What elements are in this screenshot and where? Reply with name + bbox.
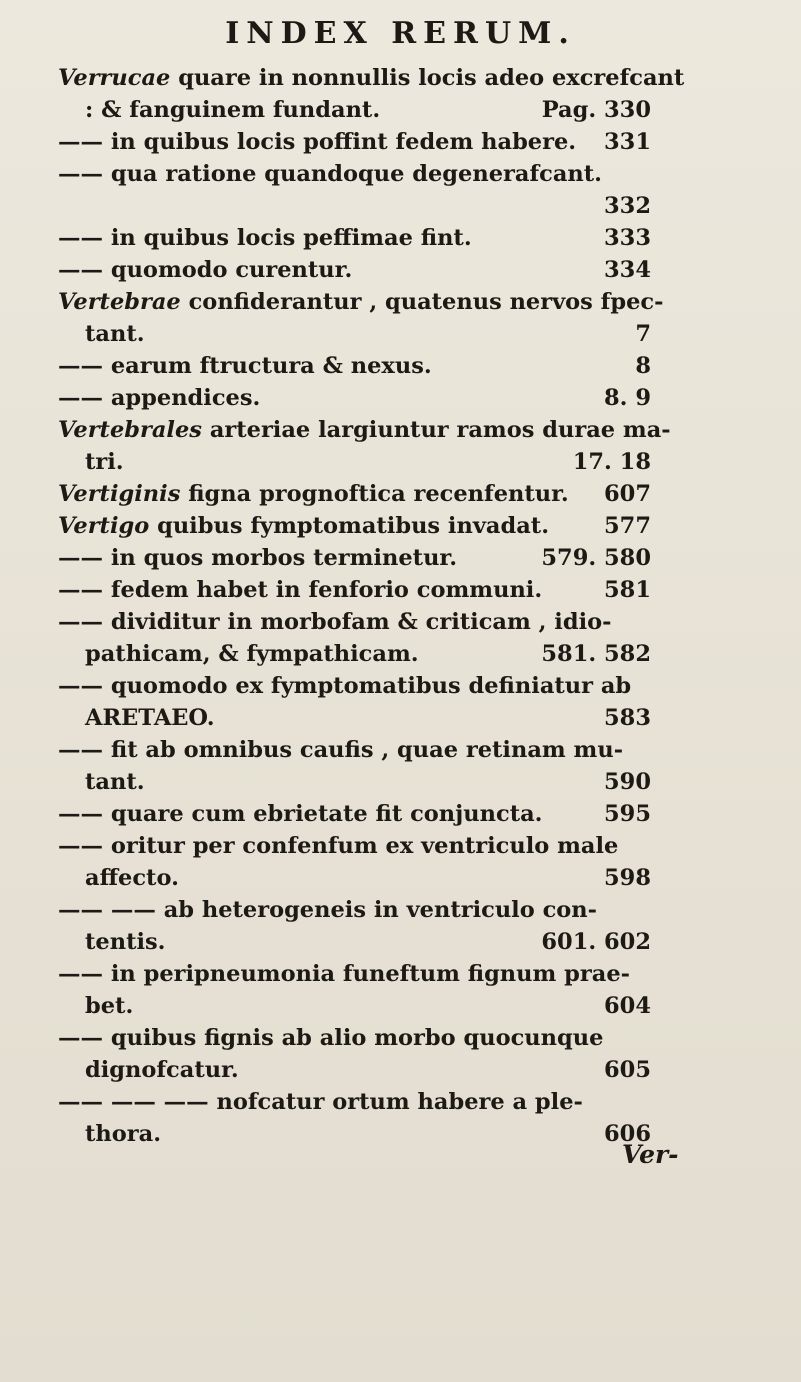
index-line bbox=[0, 702, 801, 734]
page-reference: 581 bbox=[604, 577, 651, 603]
page-reference: 334 bbox=[604, 257, 651, 283]
index-line-text bbox=[58, 510, 549, 542]
repeat-dash: —— bbox=[58, 161, 103, 187]
index-line bbox=[0, 542, 801, 574]
index-text: thora. bbox=[85, 1121, 162, 1147]
index-line-text bbox=[58, 286, 663, 318]
page-reference: 332 bbox=[604, 193, 651, 219]
index-line bbox=[0, 734, 801, 766]
index-text: in quos morbos terminetur. bbox=[110, 545, 458, 571]
index-text: ab heterogeneis in ventriculo con- bbox=[163, 897, 597, 923]
repeat-dash: —— bbox=[58, 577, 103, 603]
page-reference: 8. 9 bbox=[604, 385, 651, 411]
index-line-text bbox=[58, 894, 597, 926]
page-reference: 581. 582 bbox=[541, 641, 651, 667]
index-text: ARETAEO. bbox=[85, 705, 215, 731]
index-line bbox=[0, 670, 801, 702]
index-line bbox=[0, 862, 801, 894]
repeat-dash: —— —— —— bbox=[58, 1089, 209, 1115]
index-line-text bbox=[58, 798, 543, 830]
index-line bbox=[0, 62, 801, 94]
index-line bbox=[0, 286, 801, 318]
index-text: dignofcatur. bbox=[85, 1057, 239, 1083]
index-line bbox=[0, 990, 801, 1022]
index-line bbox=[0, 126, 801, 158]
index-line-text bbox=[85, 1054, 239, 1086]
index-line-text bbox=[58, 574, 542, 606]
repeat-dash: —— bbox=[58, 961, 103, 987]
index-line-text bbox=[85, 862, 179, 894]
index-text: : & fanguinem fundant. bbox=[85, 97, 381, 123]
index-text: quibus fymptomatibus invadat. bbox=[157, 513, 550, 539]
page-reference: 607 bbox=[604, 481, 651, 507]
index-line bbox=[0, 510, 801, 542]
index-line bbox=[0, 222, 801, 254]
index-line bbox=[0, 766, 801, 798]
index-headword: Vertigo bbox=[58, 513, 150, 539]
index-line-text bbox=[58, 1022, 603, 1054]
repeat-dash: —— bbox=[58, 609, 103, 635]
index-line bbox=[0, 190, 801, 222]
page-reference: 604 bbox=[604, 993, 651, 1019]
index-line bbox=[0, 606, 801, 638]
index-line bbox=[0, 1022, 801, 1054]
index-line bbox=[0, 798, 801, 830]
index-text: quomodo ex fymptomatibus definiatur ab bbox=[110, 673, 632, 699]
index-text: figna prognoftica recenfentur. bbox=[188, 481, 569, 507]
page-reference: 7 bbox=[635, 321, 651, 347]
index-line bbox=[0, 94, 801, 126]
index-text: quare in nonnullis locis adeo excrefcant bbox=[178, 65, 685, 91]
repeat-dash: —— bbox=[58, 801, 103, 827]
index-line-text bbox=[58, 254, 352, 286]
index-line-text bbox=[58, 606, 611, 638]
index-text: bet. bbox=[85, 993, 134, 1019]
index-text: earum ftructura & nexus. bbox=[110, 353, 432, 379]
index-entries bbox=[0, 62, 801, 1150]
repeat-dash: —— bbox=[58, 737, 103, 763]
index-text: tri. bbox=[85, 449, 124, 475]
index-line-text bbox=[58, 478, 569, 510]
index-text: tant. bbox=[85, 769, 145, 795]
index-line-text bbox=[85, 638, 419, 670]
index-line-text bbox=[85, 766, 145, 798]
index-line-text bbox=[58, 734, 623, 766]
repeat-dash: —— bbox=[58, 833, 103, 859]
index-line-text bbox=[85, 446, 124, 478]
page-reference: 601. 602 bbox=[541, 929, 651, 955]
index-line-text bbox=[58, 350, 432, 382]
index-line-text bbox=[85, 318, 145, 350]
page-reference: 598 bbox=[604, 865, 651, 891]
index-headword: Vertebrales bbox=[58, 417, 202, 443]
index-line-text bbox=[58, 670, 631, 702]
page-reference: 595 bbox=[604, 801, 651, 827]
index-line-text bbox=[85, 926, 166, 958]
index-line bbox=[0, 446, 801, 478]
index-line-text bbox=[58, 126, 576, 158]
index-line-text bbox=[85, 94, 380, 126]
index-line bbox=[0, 478, 801, 510]
index-line-text bbox=[58, 542, 457, 574]
index-text: appendices. bbox=[110, 385, 261, 411]
index-headword: Vertebrae bbox=[58, 289, 181, 315]
repeat-dash: —— bbox=[58, 353, 103, 379]
index-line-text bbox=[85, 702, 215, 734]
index-text: quare cum ebrietate fit conjuncta. bbox=[110, 801, 543, 827]
page-reference: 333 bbox=[604, 225, 651, 251]
page-reference: 590 bbox=[604, 769, 651, 795]
page-reference: Pag. 330 bbox=[541, 97, 651, 123]
index-line bbox=[0, 638, 801, 670]
index-line bbox=[0, 958, 801, 990]
repeat-dash: —— bbox=[58, 129, 103, 155]
index-text: fedem habet in fenforio communi. bbox=[110, 577, 543, 603]
catchword: Ver- bbox=[622, 1140, 679, 1169]
index-text: in quibus locis poffint fedem habere. bbox=[110, 129, 577, 155]
index-line bbox=[0, 1118, 801, 1150]
index-line-text bbox=[85, 1118, 161, 1150]
index-text: tant. bbox=[85, 321, 145, 347]
index-text: tentis. bbox=[85, 929, 166, 955]
index-text: fit ab omnibus caufis , quae retinam mu- bbox=[110, 737, 624, 763]
page-reference: 605 bbox=[604, 1057, 651, 1083]
page-reference: 579. 580 bbox=[541, 545, 651, 571]
repeat-dash: —— bbox=[58, 225, 103, 251]
index-text: in peripneumonia funeftum fignum prae- bbox=[110, 961, 630, 987]
index-line-text bbox=[58, 830, 618, 862]
index-line-text bbox=[58, 62, 684, 94]
index-text: pathicam, & fympathicam. bbox=[85, 641, 419, 667]
index-text: affecto. bbox=[85, 865, 179, 891]
index-line bbox=[0, 158, 801, 190]
index-line bbox=[0, 414, 801, 446]
index-line-text bbox=[58, 414, 671, 446]
index-line bbox=[0, 254, 801, 286]
index-line bbox=[0, 830, 801, 862]
index-text: qua ratione quandoque degenerafcant. bbox=[110, 161, 602, 187]
index-line bbox=[0, 574, 801, 606]
repeat-dash: —— bbox=[58, 673, 103, 699]
repeat-dash: —— bbox=[58, 385, 103, 411]
repeat-dash: —— bbox=[58, 545, 103, 571]
index-text: quibus fignis ab alio morbo quocunque bbox=[110, 1025, 604, 1051]
index-line-text bbox=[58, 958, 630, 990]
index-line-text bbox=[58, 1086, 583, 1118]
page-header: INDEX RERUM. bbox=[225, 16, 576, 51]
index-line-text bbox=[58, 382, 260, 414]
index-text: arteriae largiuntur ramos durae ma- bbox=[209, 417, 671, 443]
repeat-dash: —— bbox=[58, 257, 103, 283]
page-reference: 577 bbox=[604, 513, 651, 539]
index-line-text bbox=[58, 222, 472, 254]
page-reference: 331 bbox=[604, 129, 651, 155]
index-headword: Verrucae bbox=[58, 65, 171, 91]
index-headword: Vertiginis bbox=[58, 481, 181, 507]
page-reference: 17. 18 bbox=[572, 449, 651, 475]
repeat-dash: —— —— bbox=[58, 897, 156, 923]
index-line-text bbox=[85, 990, 133, 1022]
index-text: confiderantur , quatenus nervos fpec- bbox=[188, 289, 664, 315]
index-text: dividitur in morbofam & criticam , idio- bbox=[110, 609, 612, 635]
index-line bbox=[0, 926, 801, 958]
index-text: in quibus locis peffimae fint. bbox=[110, 225, 472, 251]
page-reference: 606 bbox=[604, 1121, 651, 1147]
index-text: quomodo curentur. bbox=[110, 257, 353, 283]
index-text: oritur per confenfum ex ventriculo male bbox=[110, 833, 619, 859]
page-reference: 583 bbox=[604, 705, 651, 731]
index-line bbox=[0, 350, 801, 382]
index-text: nofcatur ortum habere a ple- bbox=[216, 1089, 583, 1115]
page-reference: 8 bbox=[635, 353, 651, 379]
index-line bbox=[0, 1054, 801, 1086]
index-line bbox=[0, 894, 801, 926]
index-line bbox=[0, 318, 801, 350]
repeat-dash: —— bbox=[58, 1025, 103, 1051]
index-line bbox=[0, 1086, 801, 1118]
index-line bbox=[0, 382, 801, 414]
index-line-text bbox=[58, 158, 602, 190]
